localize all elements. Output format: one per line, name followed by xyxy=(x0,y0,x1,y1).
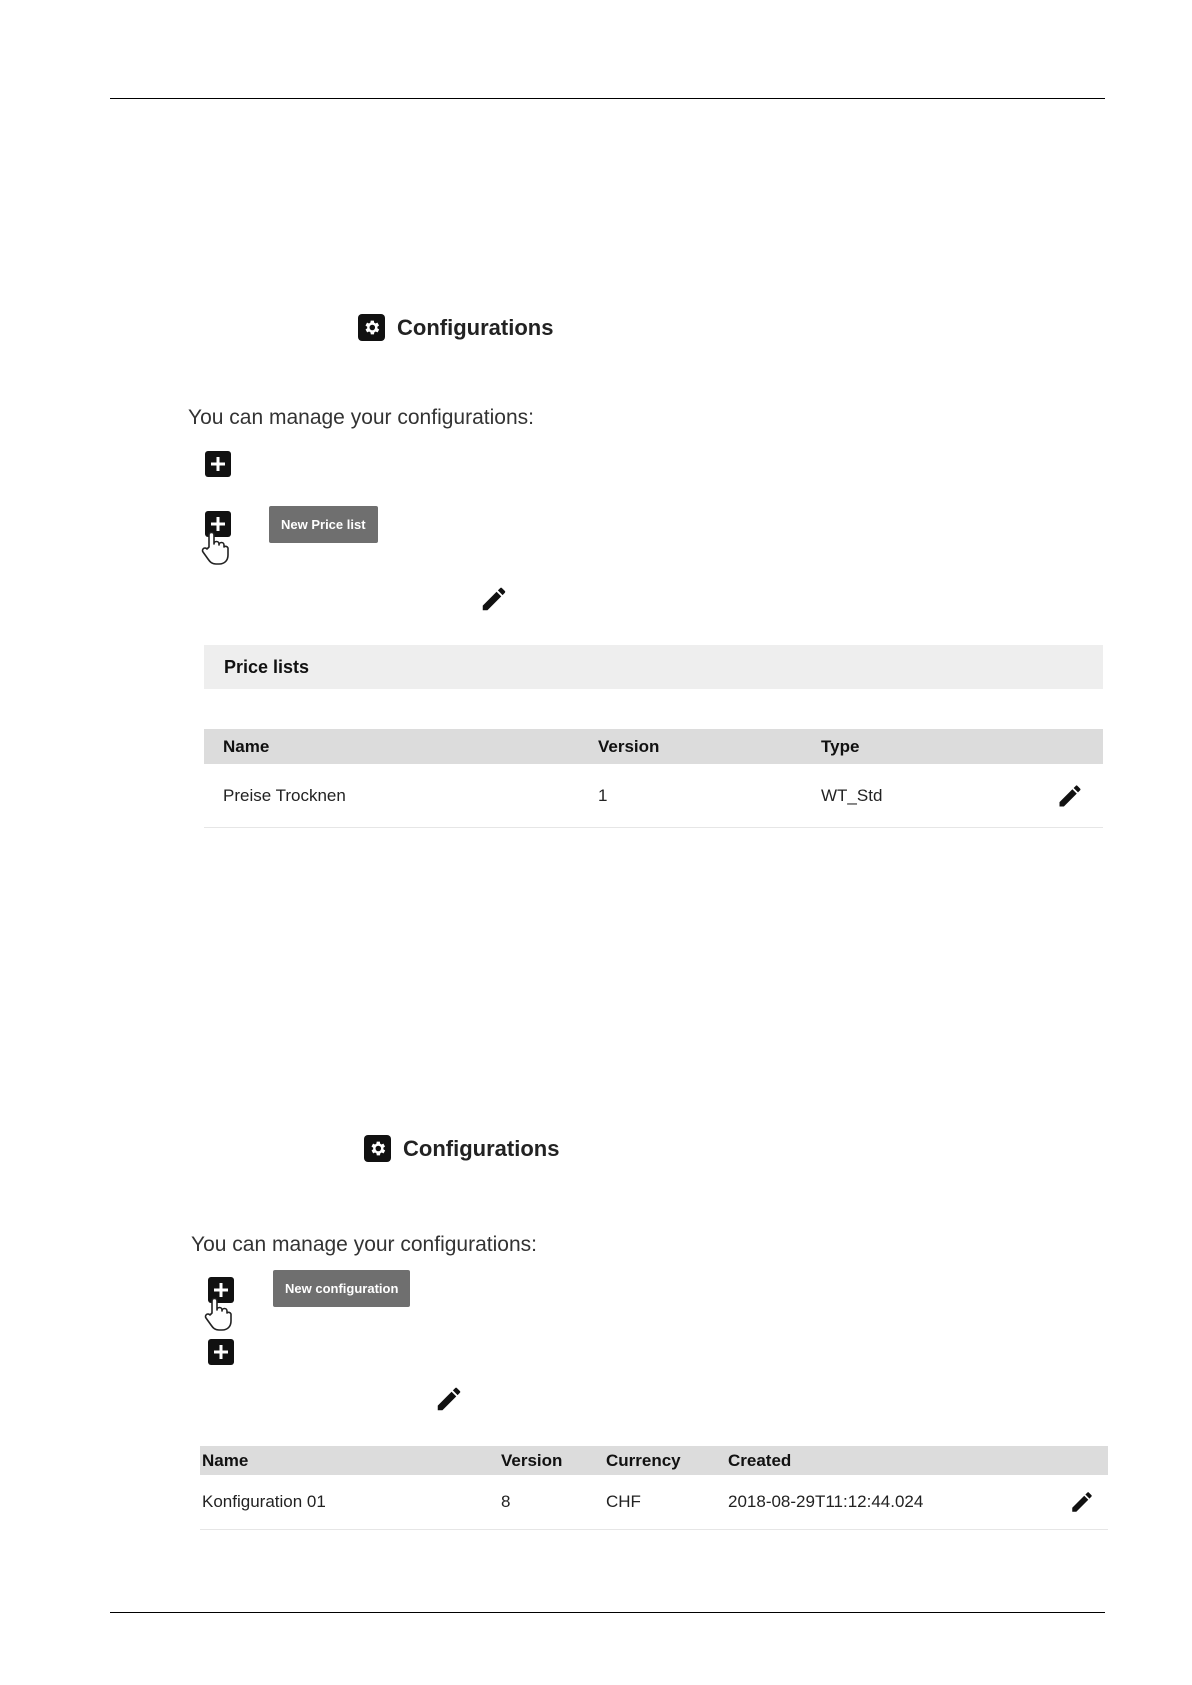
column-header-currency: Currency xyxy=(606,1450,681,1470)
cell-currency: CHF xyxy=(606,1492,641,1511)
column-header-name: Name xyxy=(202,1450,249,1470)
page-footer-rule xyxy=(110,1612,1105,1613)
plus-icon xyxy=(210,456,226,472)
cell-created: 2018-08-29T11:12:44.024 xyxy=(728,1492,924,1511)
column-header-name: Name xyxy=(223,736,270,756)
price-lists-table-header xyxy=(204,729,1103,764)
pencil-icon xyxy=(1056,782,1084,810)
configurations-table-header xyxy=(200,1446,1108,1475)
pencil-icon xyxy=(1069,1489,1095,1515)
gear-icon xyxy=(364,1135,391,1162)
column-header-version: Version xyxy=(598,736,660,756)
column-header-type: Type xyxy=(821,736,860,756)
intro-text: You can manage your configurations: xyxy=(191,1233,537,1256)
pencil-icon[interactable] xyxy=(434,1384,464,1414)
cell-type: WT_Std xyxy=(821,785,883,805)
new-price-list-tooltip: New Price list xyxy=(269,506,378,543)
hand-cursor-icon xyxy=(203,1296,233,1332)
cell-name: Konfiguration 01 xyxy=(202,1492,326,1511)
page-title-text: Configurations xyxy=(403,1135,560,1161)
intro-text: You can manage your configurations: xyxy=(188,406,534,429)
gear-icon xyxy=(358,314,385,341)
page-header-rule xyxy=(110,98,1105,99)
page-title-text: Configurations xyxy=(397,314,554,340)
page-title xyxy=(364,1135,559,1162)
cell-name: Preise Trocknen xyxy=(223,785,346,805)
add-button[interactable] xyxy=(205,451,231,477)
column-header-version: Version xyxy=(501,1450,563,1470)
plus-icon xyxy=(213,1344,229,1360)
hand-cursor-icon xyxy=(200,530,230,566)
table-row[interactable] xyxy=(200,1475,1108,1530)
edit-row-button[interactable] xyxy=(1069,1475,1095,1529)
new-configuration-tooltip: New configuration xyxy=(273,1270,410,1307)
cell-version: 1 xyxy=(598,785,608,805)
add-button[interactable] xyxy=(208,1339,234,1365)
table-row[interactable] xyxy=(204,764,1103,828)
pencil-icon[interactable] xyxy=(479,584,509,614)
edit-row-button[interactable] xyxy=(1056,764,1084,827)
cell-version: 8 xyxy=(501,1492,511,1511)
column-header-created: Created xyxy=(728,1450,792,1470)
price-lists-section-bar: Price lists xyxy=(204,645,1103,689)
page-title xyxy=(358,314,553,341)
